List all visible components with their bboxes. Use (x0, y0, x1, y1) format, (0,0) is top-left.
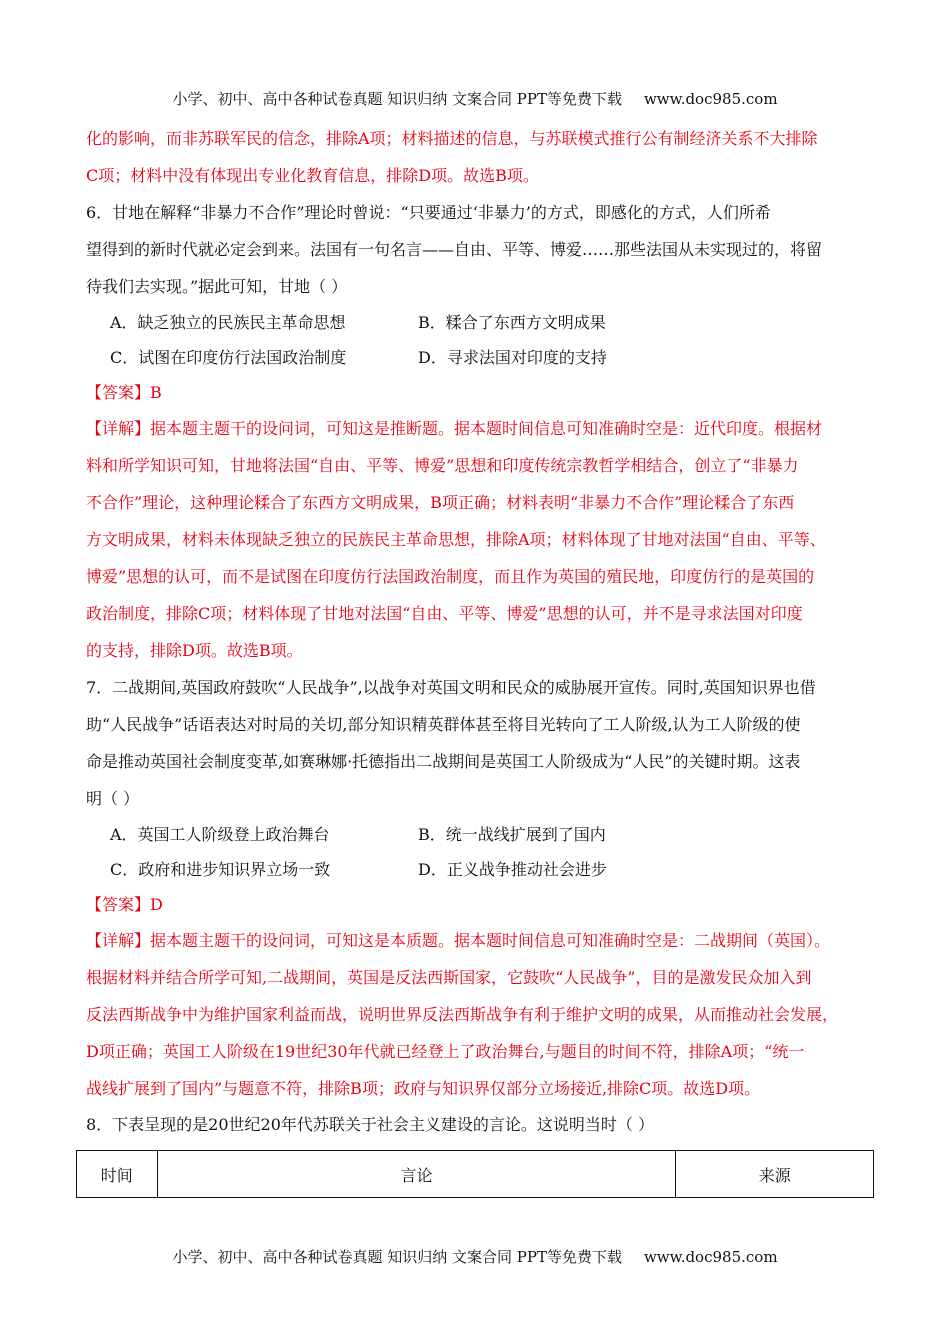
q7-option-d[interactable]: D．正义战争推动社会进步 (418, 860, 607, 879)
q8-col-statement: 言论 (157, 1151, 676, 1198)
q6-options-row-1 (86, 305, 876, 340)
q8-col-source: 来源 (676, 1151, 874, 1198)
footer-url[interactable]: www.doc985.com (643, 1248, 778, 1266)
q7-option-c[interactable]: C．政府和进步知识界立场一致 (110, 860, 331, 879)
q7-options-row-1 (86, 817, 876, 852)
page-header (0, 88, 950, 109)
q6-option-d[interactable]: D．寻求法国对印度的支持 (418, 348, 607, 367)
q6-option-c[interactable]: C．试图在印度仿行法国政治制度 (110, 348, 347, 367)
q7-explain-line-1: 【详解】据本题主题干的设问词，可知这是本质题。据本题时间信息可知准确时空是：二战期间（英国）。 (86, 931, 831, 950)
page-footer (0, 1246, 950, 1267)
prev-explain-line-1: 化的影响，而非苏联军民的信念，排除A项；材料描述的信息，与苏联模式推行公有制经济关系不大排除 (86, 129, 818, 148)
q6-stem-line-2: 望得到的新时代就必定会到来。法国有一句名言——自由、平等、博爱……那些法国从未实现过的，将留 (86, 240, 823, 259)
document-body (86, 120, 876, 1198)
q8-table (76, 1150, 874, 1198)
q6-explain-line-4: 方文明成果，材料未体现缺乏独立的民族民主革命思想，排除A项；材料体现了甘地对法国“自由、平等、 (86, 530, 826, 549)
q6-explain-line-5: 博爱”思想的认可，而不是试图在印度仿行法国政治制度，而且作为英国的殖民地，印度仿行的是英国的 (86, 567, 815, 586)
q7-option-a[interactable]: A．英国工人阶级登上政治舞台 (110, 825, 330, 844)
q6-explain-line-3: 不合作”理论，这种理论糅合了东西方文明成果，B项正确；材料表明“非暴力不合作”理论糅合了东西 (86, 493, 795, 512)
q6-stem-line-3: 待我们去实现。”据此可知，甘地（ ） (86, 277, 348, 296)
q6-option-a[interactable]: A．缺乏独立的民族民主革命思想 (110, 313, 346, 332)
q7-stem-line-4: 明（ ） (86, 789, 140, 808)
q6-explain-line-6: 政治制度，排除C项；材料体现了甘地对法国“自由、平等、博爱”思想的认可，并不是寻求法国对印度 (86, 604, 803, 623)
q7-option-b[interactable]: B．统一战线扩展到了国内 (418, 825, 606, 844)
q7-explain-line-2: 根据材料并结合所学可知,二战期间，英国是反法西斯国家，它鼓吹“人民战争”，目的是激发民众加入到 (86, 968, 812, 987)
q6-options-row-2 (86, 340, 876, 375)
q6-explain-line-7: 的支持，排除D项。故选B项。 (86, 641, 303, 660)
q7-stem-line-2: 助“人民战争”话语表达对时局的关切,部分知识精英群体甚至将目光转向了工人阶级,认为工人阶级的使 (86, 715, 801, 734)
q7-answer: 【答案】D (86, 895, 163, 914)
q6-explain-line-2: 料和所学知识可知，甘地将法国“自由、平等、博爱”思想和印度传统宗教哲学相结合，创立了“非暴力 (86, 456, 799, 475)
header-text: 小学、初中、高中各种试卷真题 知识归纳 文案合同 PPT等免费下载 (172, 90, 622, 108)
q6-explain-line-1: 【详解】据本题主题干的设问词，可知这是推断题。据本题时间信息可知准确时空是：近代印度。根据材 (86, 419, 823, 438)
q7-options-row-2 (86, 852, 876, 887)
prev-explain-line-2: C项；材料中没有体现出专业化教育信息，排除D项。故选B项。 (86, 166, 539, 185)
q6-stem-line-1: 6．甘地在解释“非暴力不合作”理论时曾说：“只要通过‘非暴力’的方式，即感化的方式，人们所希 (86, 203, 771, 222)
q8-stem: 8．下表呈现的是20世纪20年代苏联关于社会主义建设的言论。这说明当时（ ） (86, 1115, 654, 1134)
q7-explain-line-3: 反法西斯战争中为维护国家利益而战，说明世界反法西斯战争有利于维护文明的成果，从而推动社会发展， (86, 1005, 839, 1024)
q8-table-header-row (77, 1151, 874, 1198)
q7-stem-line-3: 命是推动英国社会制度变革,如赛琳娜·托德指出二战期间是英国工人阶级成为“人民”的关键时期。这表 (86, 752, 801, 771)
header-url[interactable]: www.doc985.com (643, 90, 778, 108)
q6-option-b[interactable]: B．糅合了东西方文明成果 (418, 313, 606, 332)
q7-explain-line-4: D项正确；英国工人阶级在19世纪30年代就已经登上了政治舞台,与题目的时间不符，排除A项；“统一 (86, 1042, 805, 1061)
q7-explain-line-5: 战线扩展到了国内”与题意不符，排除B项；政府与知识界仅部分立场接近,排除C项。故选D项。 (86, 1079, 761, 1098)
q8-col-time: 时间 (77, 1151, 158, 1198)
q7-stem-line-1: 7．二战期间,英国政府鼓吹“人民战争”,以战争对英国文明和民众的威胁展开宣传。同时,英国知识界也借 (86, 678, 816, 697)
q6-answer: 【答案】B (86, 383, 162, 402)
footer-text: 小学、初中、高中各种试卷真题 知识归纳 文案合同 PPT等免费下载 (172, 1248, 622, 1266)
